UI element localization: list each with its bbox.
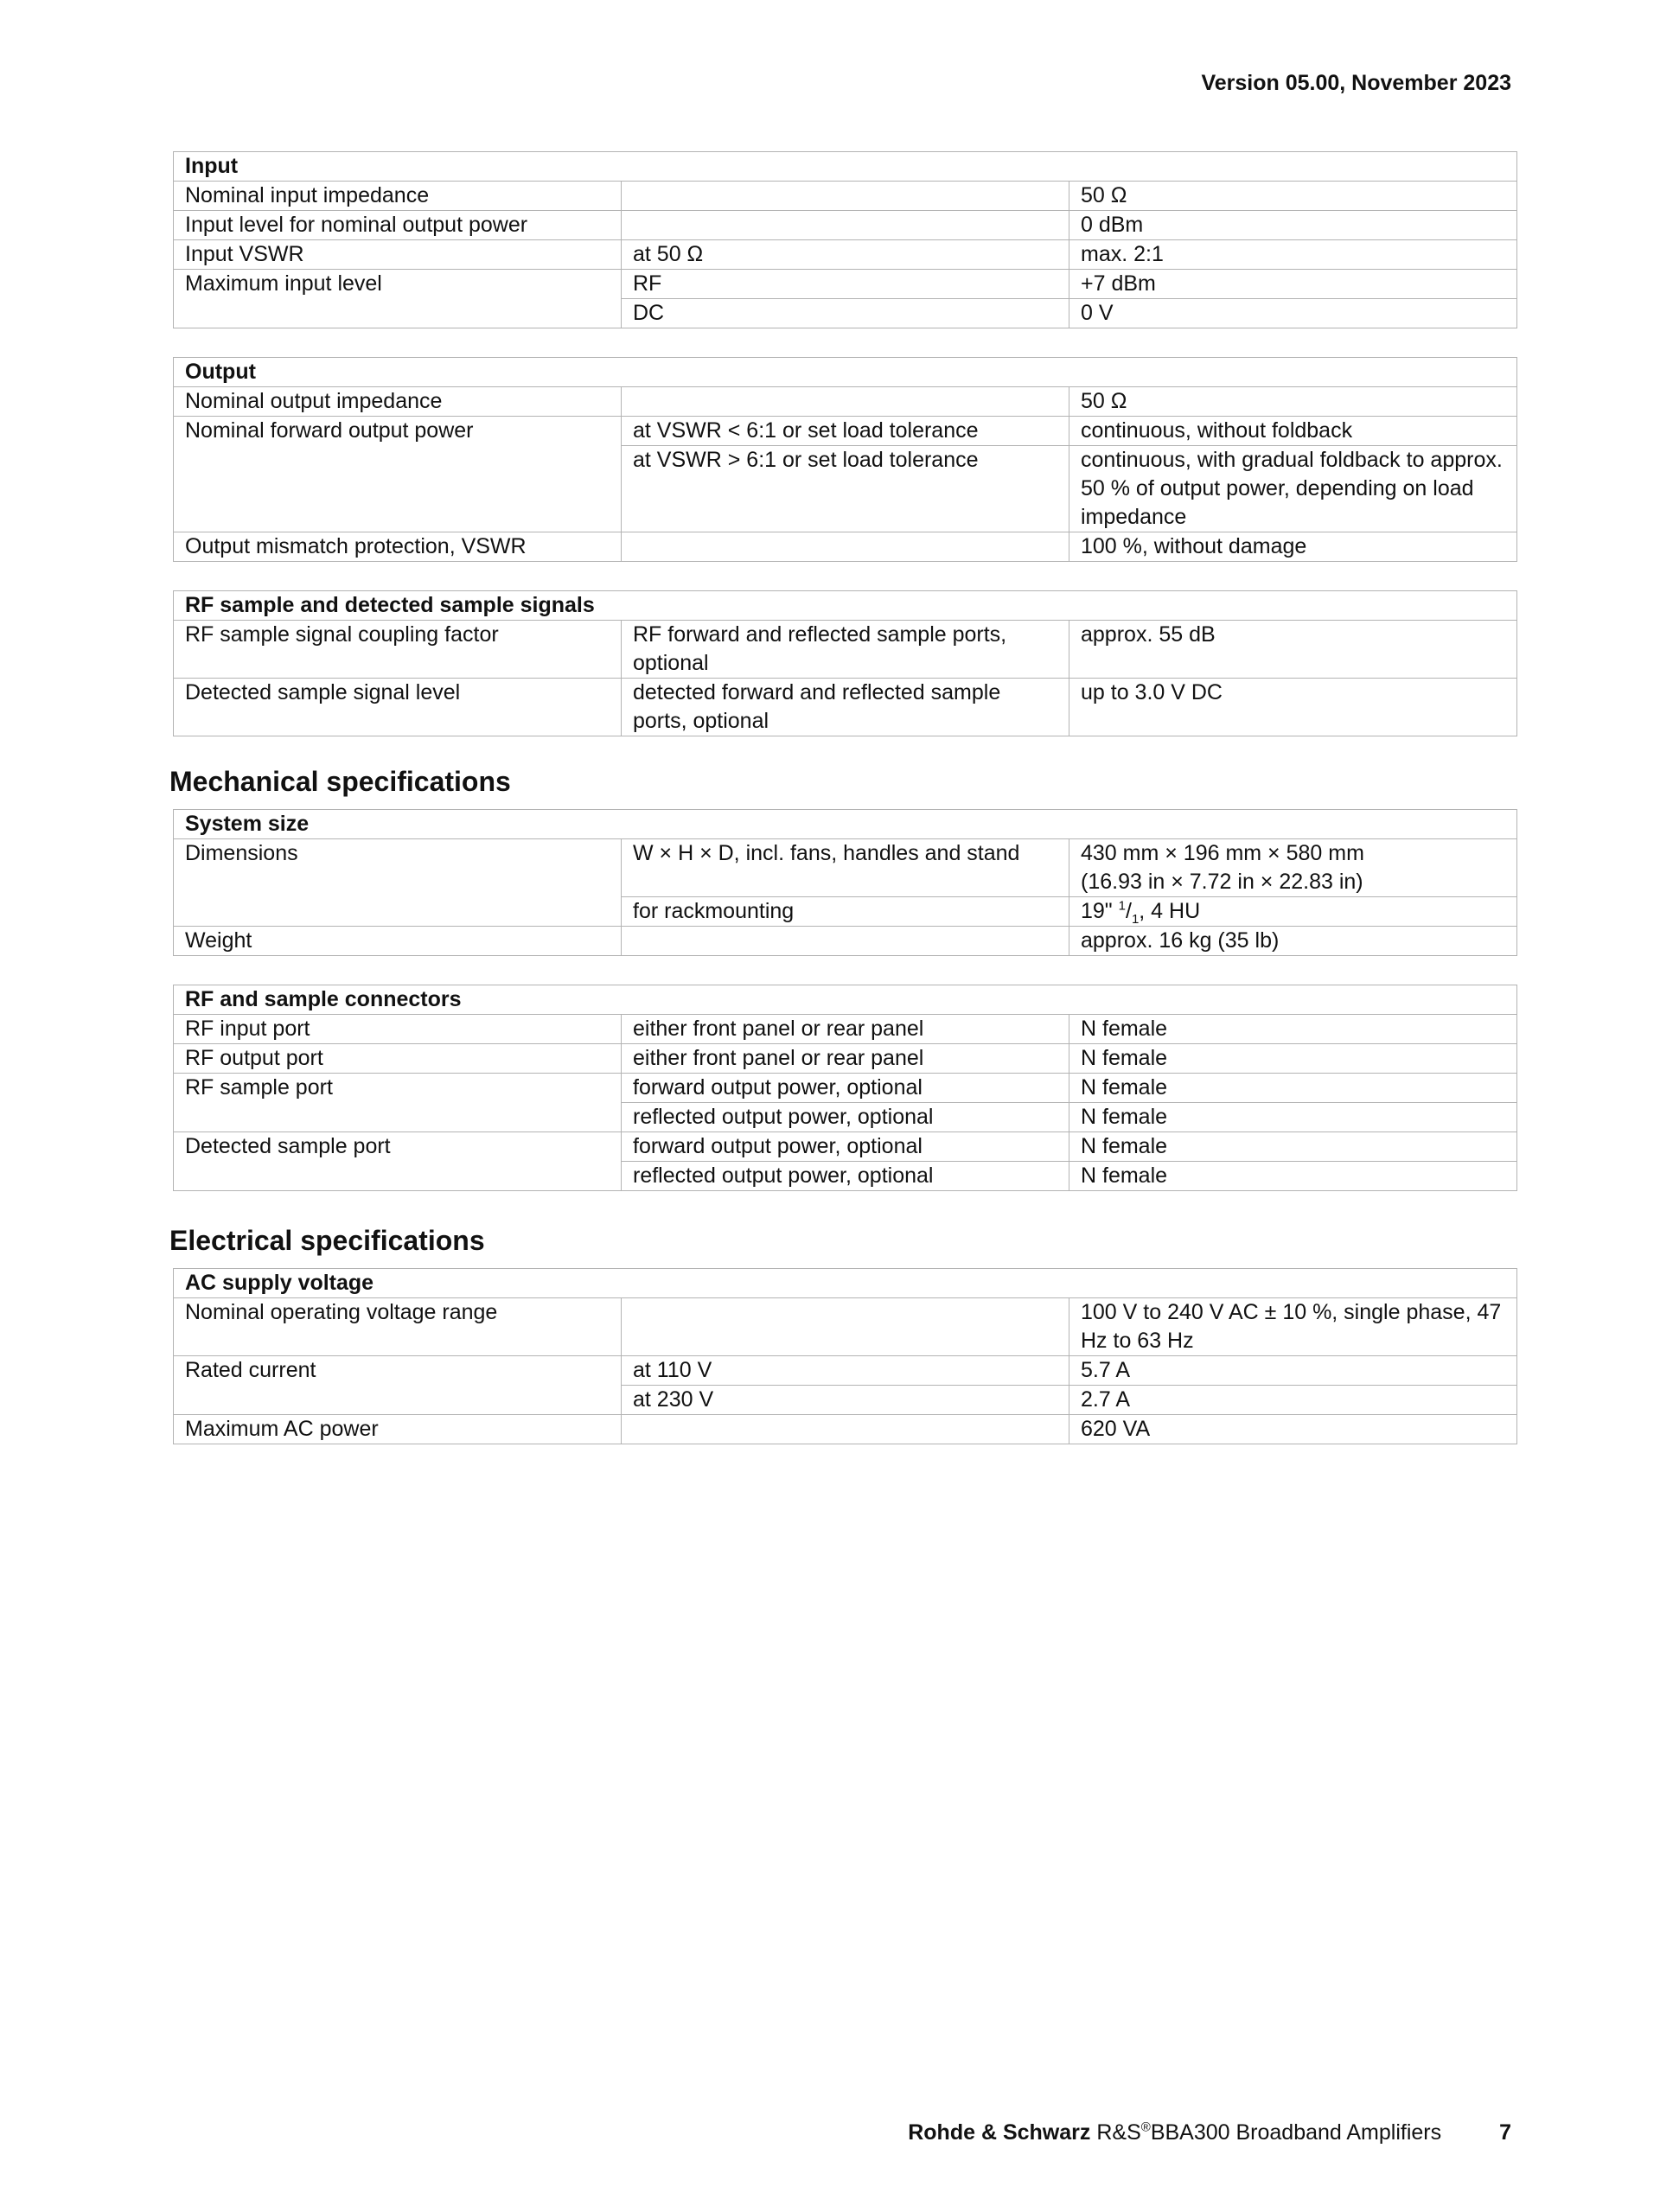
spec-sections: [169, 151, 1516, 1473]
value-cell: 5.7 A: [1069, 1356, 1517, 1386]
table-row: [174, 679, 1517, 736]
table-row: [174, 240, 1517, 270]
param-cell: [174, 1386, 622, 1415]
table-row: [174, 387, 1517, 417]
param-cell: Output mismatch protection, VSWR: [174, 532, 622, 562]
param-cell: [174, 299, 622, 328]
table-row: [174, 927, 1517, 956]
condition-cell: at 110 V: [622, 1356, 1069, 1386]
table-row: [174, 532, 1517, 562]
condition-cell: at 230 V: [622, 1386, 1069, 1415]
table-row: [174, 621, 1517, 679]
param-cell: Weight: [174, 927, 622, 956]
param-cell: Detected sample signal level: [174, 679, 622, 736]
param-cell: Input level for nominal output power: [174, 211, 622, 240]
rack-fraction-num: 1: [1118, 898, 1126, 914]
value-cell: 0 V: [1069, 299, 1517, 328]
version-line: Version 05.00, November 2023: [1201, 71, 1511, 95]
rack-width: 19": [1081, 899, 1113, 923]
value-cell: approx. 16 kg (35 lb): [1069, 927, 1517, 956]
condition-cell: [622, 927, 1069, 956]
table-row: [174, 1074, 1517, 1103]
param-cell: [174, 446, 622, 532]
value-cell: 620 VA: [1069, 1415, 1517, 1444]
table-row: [174, 1415, 1517, 1444]
param-cell: RF sample signal coupling factor: [174, 621, 622, 679]
table-title: System size: [174, 810, 1517, 839]
table-row: [174, 446, 1517, 532]
table-row: [174, 1044, 1517, 1074]
value-cell: 100 %, without damage: [1069, 532, 1517, 562]
param-cell: Rated current: [174, 1356, 622, 1386]
table-row: [174, 1386, 1517, 1415]
value-cell: 19" $^1/_1$, 4 HU: [1069, 897, 1517, 927]
table-row: [174, 299, 1517, 328]
param-cell: RF sample port: [174, 1074, 622, 1103]
table-row: [174, 839, 1517, 897]
param-cell: RF input port: [174, 1015, 622, 1044]
value-cell: 50 Ω: [1069, 387, 1517, 417]
table-title: Output: [174, 358, 1517, 387]
mechanical-heading: Mechanical specifications: [169, 766, 511, 797]
value-cell: continuous, with gradual foldback to approx. 50 % of output power, depending on load impedance: [1069, 446, 1517, 532]
output-table: [173, 357, 1517, 562]
table-row: [174, 1132, 1517, 1162]
value-cell: 100 V to 240 V AC ± 10 %, single phase, 47 Hz to 63 Hz: [1069, 1298, 1517, 1356]
condition-cell: at VSWR > 6:1 or set load tolerance: [622, 446, 1069, 532]
value-cell: N female: [1069, 1132, 1517, 1162]
rack-fraction-den: 1: [1131, 912, 1140, 927]
table-title: AC supply voltage: [174, 1269, 1517, 1298]
param-cell: Maximum AC power: [174, 1415, 622, 1444]
condition-cell: for rackmounting: [622, 897, 1069, 927]
condition-cell: forward output power, optional: [622, 1132, 1069, 1162]
table-row: [174, 1103, 1517, 1132]
value-cell: 0 dBm: [1069, 211, 1517, 240]
value-cell: N female: [1069, 1044, 1517, 1074]
table-row: [174, 897, 1517, 927]
condition-cell: [622, 1298, 1069, 1356]
value-cell: N female: [1069, 1162, 1517, 1191]
param-cell: Maximum input level: [174, 270, 622, 299]
registered-mark: ®: [1140, 2120, 1151, 2135]
footer-product-prefix: R&S: [1096, 2120, 1141, 2145]
dimensions-imperial: (16.93 in × 7.72 in × 22.83 in): [1081, 870, 1363, 894]
param-cell: Detected sample port: [174, 1132, 622, 1162]
param-cell: Dimensions: [174, 839, 622, 897]
condition-cell: RF: [622, 270, 1069, 299]
condition-cell: either front panel or rear panel: [622, 1015, 1069, 1044]
rack-height: , 4 HU: [1139, 899, 1201, 923]
table-row: [174, 1356, 1517, 1386]
condition-cell: [622, 532, 1069, 562]
ac-supply-table: [173, 1268, 1517, 1444]
value-cell: 50 Ω: [1069, 182, 1517, 211]
param-cell: Nominal input impedance: [174, 182, 622, 211]
param-cell: [174, 897, 622, 927]
electrical-heading: Electrical specifications: [169, 1225, 485, 1256]
condition-cell: reflected output power, optional: [622, 1103, 1069, 1132]
table-row: [174, 270, 1517, 299]
condition-cell: DC: [622, 299, 1069, 328]
value-cell: N female: [1069, 1103, 1517, 1132]
condition-cell: either front panel or rear panel: [622, 1044, 1069, 1074]
condition-cell: W × H × D, incl. fans, handles and stand: [622, 839, 1069, 897]
param-cell: [174, 1162, 622, 1191]
table-title: Input: [174, 152, 1517, 182]
value-cell: N female: [1069, 1074, 1517, 1103]
condition-cell: [622, 387, 1069, 417]
condition-cell: reflected output power, optional: [622, 1162, 1069, 1191]
condition-cell: detected forward and reflected sample ports, optional: [622, 679, 1069, 736]
page-number: 7: [1499, 2120, 1511, 2145]
condition-cell: RF forward and reflected sample ports, optional: [622, 621, 1069, 679]
condition-cell: [622, 182, 1069, 211]
connectors-table: [173, 985, 1517, 1191]
rf-sample-table: [173, 590, 1517, 736]
condition-cell: [622, 211, 1069, 240]
value-cell: +7 dBm: [1069, 270, 1517, 299]
condition-cell: at 50 Ω: [622, 240, 1069, 270]
dimensions-metric: 430 mm × 196 mm × 580 mm: [1081, 841, 1364, 865]
param-cell: RF output port: [174, 1044, 622, 1074]
input-table: [173, 151, 1517, 328]
table-row: [174, 182, 1517, 211]
table-row: [174, 211, 1517, 240]
value-cell: N female: [1069, 1015, 1517, 1044]
param-cell: Input VSWR: [174, 240, 622, 270]
footer-brand: Rohde & Schwarz: [908, 2120, 1091, 2145]
system-size-table: [173, 809, 1517, 956]
param-cell: Nominal output impedance: [174, 387, 622, 417]
table-row: [174, 1298, 1517, 1356]
table-title: RF sample and detected sample signals: [174, 591, 1517, 621]
table-title: RF and sample connectors: [174, 985, 1517, 1015]
value-cell: continuous, without foldback: [1069, 417, 1517, 446]
condition-cell: forward output power, optional: [622, 1074, 1069, 1103]
footer-product-name: BBA300 Broadband Amplifiers: [1150, 2120, 1442, 2145]
value-cell: 2.7 A: [1069, 1386, 1517, 1415]
value-cell: up to 3.0 V DC: [1069, 679, 1517, 736]
param-cell: Nominal operating voltage range: [174, 1298, 622, 1356]
condition-cell: [622, 1415, 1069, 1444]
table-row: [174, 1162, 1517, 1191]
table-row: [174, 417, 1517, 446]
param-cell: [174, 1103, 622, 1132]
param-cell: Nominal forward output power: [174, 417, 622, 446]
condition-cell: at VSWR < 6:1 or set load tolerance: [622, 417, 1069, 446]
value-cell: max. 2:1: [1069, 240, 1517, 270]
value-cell: approx. 55 dB: [1069, 621, 1517, 679]
value-cell: [1069, 839, 1517, 897]
page-footer: [908, 2120, 1511, 2145]
table-row: [174, 1015, 1517, 1044]
